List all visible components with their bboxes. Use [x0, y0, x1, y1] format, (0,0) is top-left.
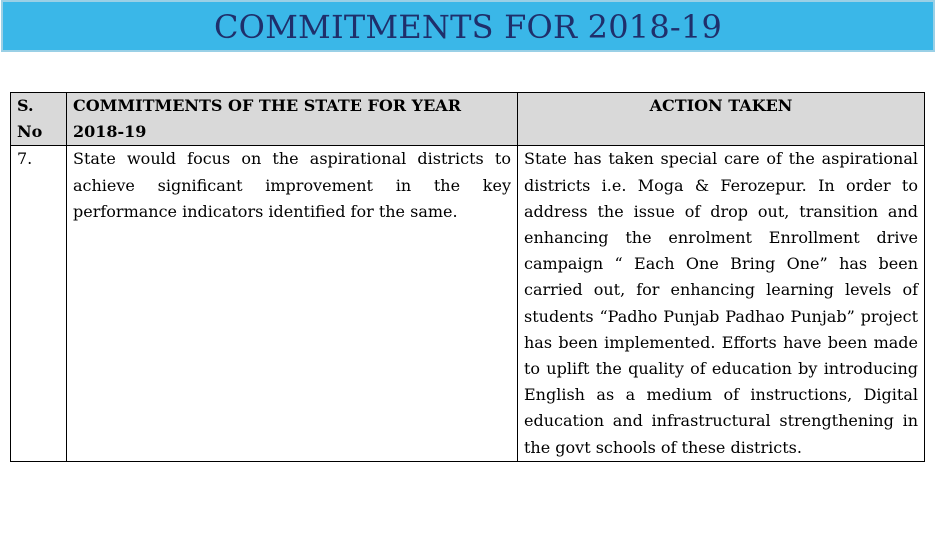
header-action-taken: ACTION TAKEN [518, 93, 925, 146]
title-banner [1, 0, 935, 52]
cell-sno: 7. [11, 146, 67, 461]
table-header-row [11, 93, 925, 146]
commitments-table [10, 92, 925, 462]
page-title: COMMITMENTS FOR 2018-19 [213, 8, 723, 46]
table-row [11, 146, 925, 461]
header-sno: S. No [11, 93, 67, 146]
header-commitment: COMMITMENTS OF THE STATE FOR YEAR 2018-19 [67, 93, 518, 146]
cell-action-taken: State has taken special care of the aspirational districts i.e. Moga & Ferozepur. In order to address the issue of drop out, transition and enhancing the enrolment Enrollment drive campaign “ Each One Bring One” has been carried out, for enhancing learning levels of students “Padho Punjab Padhao Punjab” project has been implemented. Efforts have been made to uplift the quality of education by introducing English as a medium of instructions, Digital education and infrastructural strengthening in the govt schools of these districts. [518, 146, 925, 461]
cell-commitment: State would focus on the aspirational districts to achieve significant improvement in the key performance indicators identified for the same. [67, 146, 518, 461]
